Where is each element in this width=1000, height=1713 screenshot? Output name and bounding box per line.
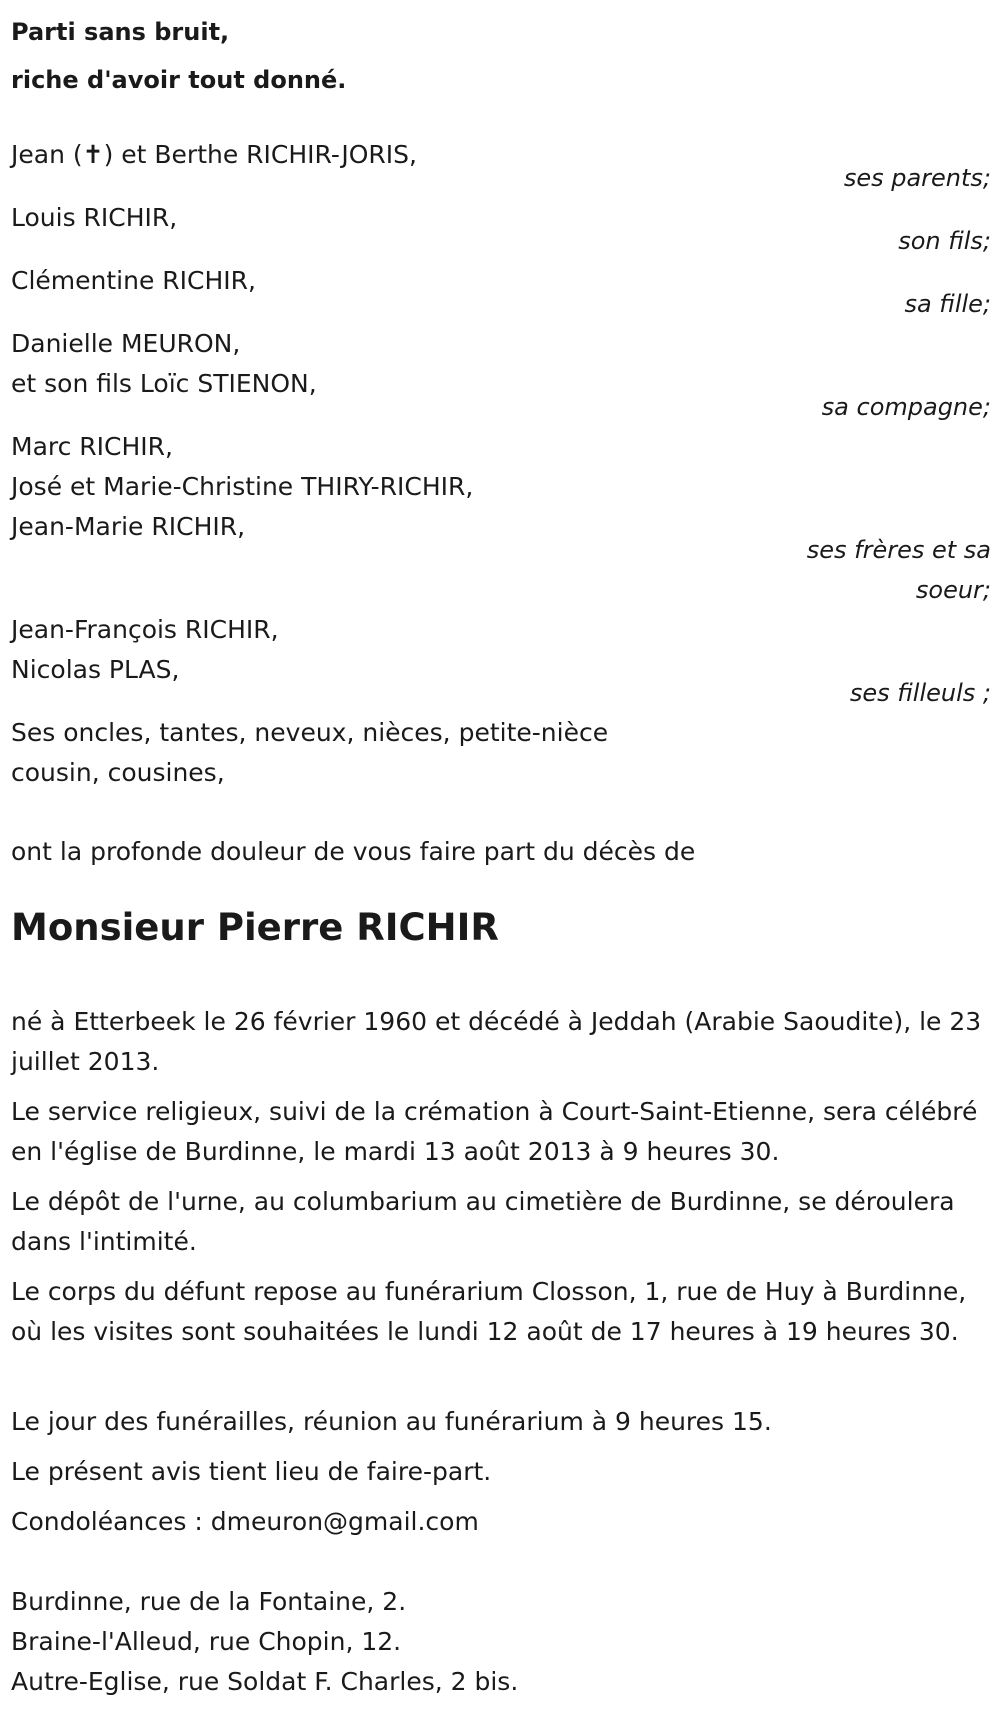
family-daughter: Clémentine RICHIR, <box>11 266 256 295</box>
role-daughter: sa fille; <box>904 290 991 318</box>
family-sibling-3: Jean-Marie RICHIR, <box>11 512 246 541</box>
address-3: Autre-Eglise, rue Soldat F. Charles, 2 bis. <box>11 1667 519 1696</box>
role-son: son fils; <box>898 227 991 255</box>
family-extended-1: Ses oncles, tantes, neveux, nièces, petite-nièce <box>11 718 609 747</box>
deceased-name: Monsieur Pierre RICHIR <box>11 906 499 949</box>
epigraph-line-2: riche d'avoir tout donné. <box>11 66 347 94</box>
role-godchildren: ses filleuls ; <box>849 679 991 707</box>
role-siblings-line-1: ses frères et sa <box>806 536 991 564</box>
role-siblings-line-2: soeur; <box>915 576 991 604</box>
family-sibling-2: José et Marie-Christine THIRY-RICHIR, <box>11 472 474 501</box>
obituary-page <box>11 0 991 1713</box>
detail-body: Le corps du défunt repose au funérarium Closson, 1, rue de Huy à Burdinne, où les visites sont souhaitées le lundi 12 août de 17 heures à 19 heures 30. <box>11 1277 967 1346</box>
family-parents: Jean (✝) et Berthe RICHIR-JORIS, <box>11 140 417 169</box>
family-godchild-1: Jean-François RICHIR, <box>11 615 279 644</box>
epigraph-line-1: Parti sans bruit, <box>11 18 230 46</box>
family-son: Louis RICHIR, <box>11 203 178 232</box>
family-partner-son: et son fils Loïc STIENON, <box>11 369 317 398</box>
epigraph <box>11 8 346 104</box>
family-extended-2: cousin, cousines, <box>11 758 225 787</box>
family-partner: Danielle MEURON, <box>11 329 241 358</box>
detail-condolences: Condoléances : dmeuron@gmail.com <box>11 1507 479 1536</box>
role-parents: ses parents; <box>843 164 991 192</box>
family-godchild-2: Nicolas PLAS, <box>11 655 180 684</box>
announcement: ont la profonde douleur de vous faire part du décès de <box>11 837 696 866</box>
address-1: Burdinne, rue de la Fontaine, 2. <box>11 1587 407 1616</box>
detail-birth-death: né à Etterbeek le 26 février 1960 et décédé à Jeddah (Arabie Saoudite), le 23 juillet 2013. <box>11 1007 982 1076</box>
detail-funeral-day: Le jour des funérailles, réunion au funérarium à 9 heures 15. <box>11 1407 772 1436</box>
role-partner: sa compagne; <box>821 393 991 421</box>
detail-service: Le service religieux, suivi de la crémation à Court-Saint-Etienne, sera célébré en l'église de Burdinne, le mardi 13 août 2013 à 9 heures 30. <box>11 1097 978 1166</box>
detail-urn: Le dépôt de l'urne, au columbarium au cimetière de Burdinne, se déroulera dans l'intimité. <box>11 1187 955 1256</box>
family-sibling-1: Marc RICHIR, <box>11 432 173 461</box>
address-2: Braine-l'Alleud, rue Chopin, 12. <box>11 1627 402 1656</box>
detail-notice: Le présent avis tient lieu de faire-part. <box>11 1457 492 1486</box>
